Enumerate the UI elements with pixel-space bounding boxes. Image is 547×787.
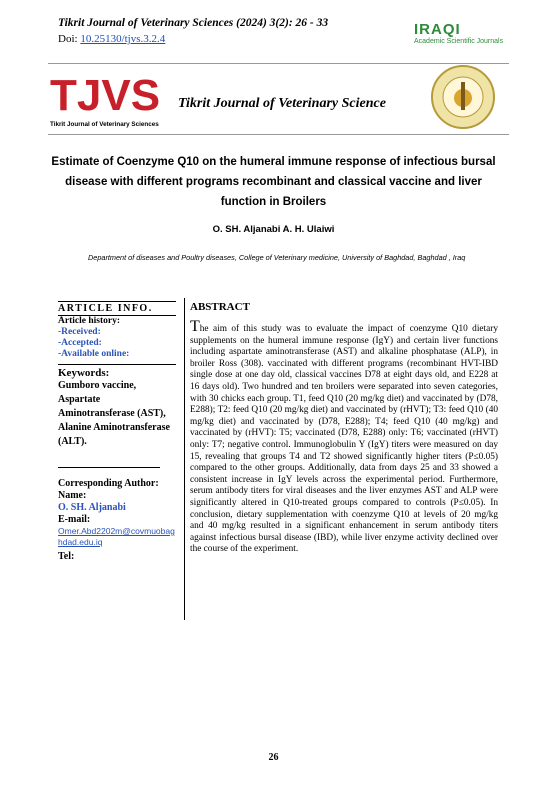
- history-label: Article history:: [58, 316, 120, 326]
- keywords-list: Gumboro vaccine, Aspartate Aminotransferase (AST), Alanine Aminotransferase (ALT).: [58, 380, 170, 447]
- author-affiliation: Department of diseases and Poultry diseases, College of Veterinary medicine, University of Baghdad, Baghdad , Iraq: [88, 253, 466, 262]
- page-number: 26: [268, 752, 279, 763]
- corresponding-author: [58, 478, 176, 563]
- tel-label: Tel:: [58, 551, 75, 562]
- email-link[interactable]: Omer.Abd2202m@covmuobaghdad.edu.iq: [58, 526, 175, 547]
- tjvs-logo-text: TJVS: [50, 71, 161, 120]
- tjvs-logo-subtext: Tikrit Journal of Veterinary Sciences: [50, 121, 159, 128]
- iraqi-logo-word: IRAQI: [414, 21, 461, 38]
- email-label: E-mail:: [58, 514, 91, 525]
- abstract-dropcap: T: [190, 318, 200, 335]
- doi-link[interactable]: 10.25130/tjvs.3.2.4: [80, 33, 166, 45]
- article-history: [58, 316, 176, 360]
- column-divider: [184, 298, 185, 620]
- article-title: Estimate of Coenzyme Q10 on the humeral immune response of infectious bursal disease with different programs recombinant and classical vaccine and liver function in Broilers: [51, 156, 496, 208]
- article-authors: O. SH. Aljanabi A. H. Ulaiwi: [212, 224, 335, 235]
- corresponding-author-label: Corresponding Author:: [58, 478, 159, 489]
- divider: [58, 467, 160, 468]
- journal-reference: Tikrit Journal of Veterinary Sciences (2024) 3(2): 26 - 33: [58, 17, 329, 29]
- tjvs-logo: [48, 66, 161, 130]
- article-info-column: [58, 301, 176, 563]
- iraqi-journals-logo: [414, 22, 514, 54]
- abstract-heading: ABSTRACT: [190, 301, 250, 313]
- iraqi-logo-subtitle: Academic Scientific Journals: [414, 38, 504, 45]
- author-name: O. SH. Aljanabi: [58, 502, 126, 513]
- doi-label: Doi:: [58, 33, 78, 45]
- accepted-label: -Accepted:: [58, 338, 102, 348]
- university-seal-icon: [430, 64, 496, 130]
- article-info-heading: ARTICLE INFO.: [58, 301, 176, 316]
- abstract-body: [190, 318, 498, 556]
- name-label: Name:: [58, 490, 87, 501]
- abstract-text: he aim of this study was to evaluate the impact of coenzyme Q10 dietary supplements on the humeral immune response (IgY) and certain liver functions including aspartate aminotransferase (AST) and alkaline phosphatase (ALP), in broiler Ross (308). vaccinated with different programs (recombinant HVT-IBD single dose at one day old, classical vaccines D78 at eight days old, and E228 at 16 days old). Two hundred and ten broilers were separated into seven categories, with 30 chicks each group. T1, feed Q10 (20 mg/kg diet) and vaccinated by (D78, E288); T2: feed Q10 (20 mg/kg diet) and vaccinated by (rHVT); T3: feed Q10 (40 mg/kg diet) and vaccinated by (D78, E288); T4; feed Q10 (40 mg/kg) and vaccinated by (rHVT): T5; vaccinated (D78, E288) only: T6; vaccinated (rHVT) only: T7; negative control. Immunoglobulin Y (IgY) titers were measured on day 15, revealing that groups T4 and T2 showed significantly higher titers (P≤0.05) compared to the other groups. Additionally, data from days 25 and 33 showed a consistent increase in IgY levels across the experimental period. Furthermore, serum antibody titers for viral diseases and the liver enzymes AST and ALP were significantly altered in Q10-treated groups compared to controls (P≤0.05). In conclusion, dietary supplementation with coenzyme Q10 at levels of 20 mg/kg and 40 mg/kg resulted in a significant enhancement in serum antibody titers against infectious bursal disease (IBD), while liver enzyme activity declined over the course of the experiment.: [190, 324, 498, 555]
- received-label: -Received:: [58, 327, 101, 337]
- keywords-label: Keywords:: [58, 364, 176, 379]
- doi-line: [58, 33, 165, 45]
- available-online-label: -Available online:: [58, 349, 130, 359]
- banner-title: Tikrit Journal of Veterinary Science: [178, 96, 386, 111]
